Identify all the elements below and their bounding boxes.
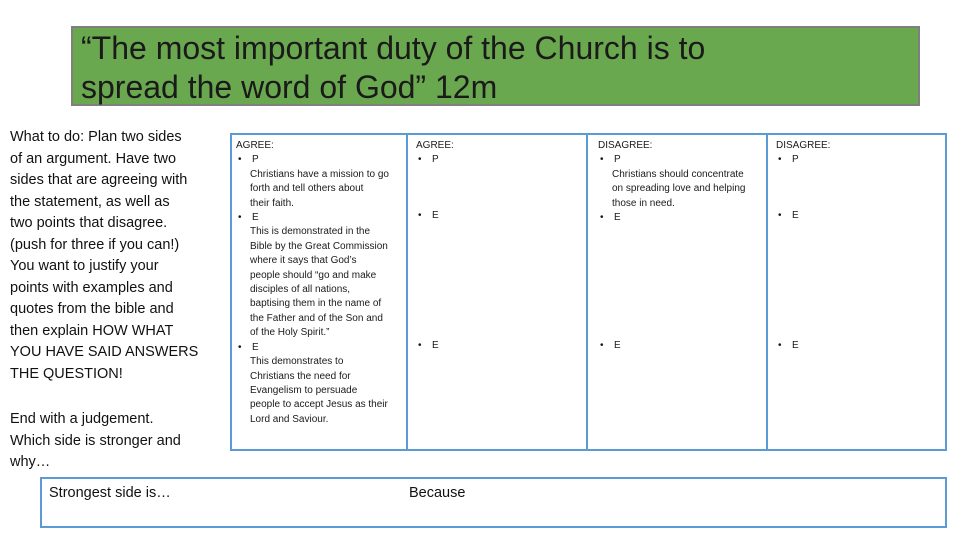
point-row [598,153,760,167]
instruction-line: then explain HOW WHAT [10,322,174,339]
evidence-row [776,209,799,223]
instruction-line: of an argument. Have two [10,150,177,167]
explain-row [776,339,799,353]
point-label: P [432,154,439,166]
peel-table [230,133,947,451]
instructions-panel [10,127,220,474]
instruction-line: the statement, as well as [10,193,170,210]
because-label: Because [409,485,466,501]
explain-text: Lord and Saviour. [250,413,329,425]
explain-label: E [252,341,259,353]
bullet-icon: • [778,210,782,221]
bullet-icon: • [238,154,242,166]
explain-row [236,341,402,355]
column-header: DISAGREE: [776,140,831,151]
point-text: Christians should concentrate [612,168,744,180]
evidence-text: of the Holy Spirit.” [250,327,330,339]
bullet-icon: • [600,340,604,351]
explain-label: E [432,340,439,351]
point-label: P [614,154,621,166]
explain-text: This demonstrates to [250,356,344,368]
explain-text: people to accept Jesus as their [250,399,388,411]
agree-column-2[interactable] [408,135,588,449]
explain-text: Evangelism to persuade [250,384,358,396]
column-header: DISAGREE: [598,140,653,151]
point-row [776,153,939,167]
column-header: AGREE: [236,140,274,151]
bullet-icon: • [778,154,782,166]
explain-label: E [614,340,621,351]
point-text: forth and tell others about [250,183,364,195]
point-text: Christians have a mission to go [250,168,389,180]
instruction-line: (push for three if you can!) [10,236,180,253]
instruction-line: sides that are agreeing with [10,172,188,188]
agree-column-1[interactable] [232,135,408,449]
instruction-line: What to do: Plan two sides [10,129,182,145]
judgement-line: End with a judgement. [10,411,154,427]
explain-label: E [792,340,799,351]
instruction-line: YOU HAVE SAID ANSWERS [10,344,199,360]
evidence-label: E [252,212,259,224]
explain-row [598,339,621,353]
evidence-text: where it says that God’s [250,255,357,267]
evidence-text: the Father and of the Son and [250,312,383,324]
title-line-2: spread the word of God” 12m [81,69,498,105]
bullet-icon: • [418,154,422,166]
evidence-label: E [792,210,799,221]
evidence-text: disciples of all nations, [250,284,351,296]
evidence-row [416,209,439,223]
bullet-icon: • [418,340,422,351]
bullet-icon: • [600,212,604,224]
point-text: those in need. [612,197,675,209]
evidence-row [598,211,760,225]
bullet-icon: • [600,154,604,166]
evidence-text: baptising them in the name of [250,298,382,310]
judgement-box[interactable] [40,477,947,528]
disagree-column-2[interactable] [768,135,945,449]
evidence-label: E [614,212,621,224]
bullet-icon: • [238,341,242,353]
judgement-line: why… [10,454,51,470]
point-row [236,153,402,167]
point-text: their faith. [250,197,294,209]
point-label: P [252,154,259,166]
evidence-row [236,211,402,225]
strongest-side-label: Strongest side is… [49,485,171,501]
instruction-line: You want to justify your [10,258,159,274]
point-row [416,153,580,167]
title-banner [71,26,920,106]
evidence-text: people should “go and make [250,269,377,281]
instruction-line: THE QUESTION! [10,365,123,382]
explain-text: Christians the need for [250,370,351,382]
evidence-label: E [432,210,439,221]
judgement-line: Which side is stronger and [10,432,181,449]
bullet-icon: • [238,212,242,224]
evidence-text: This is demonstrated in the [250,226,371,238]
instruction-line: points with examples and [10,279,173,296]
bullet-icon: • [778,340,782,351]
point-text: on spreading love and helping [612,183,746,195]
point-label: P [792,154,799,166]
column-header: AGREE: [416,140,454,151]
title-line-1: “The most important duty of the Church is to [81,30,706,66]
disagree-column-1[interactable] [588,135,768,449]
instruction-line: two points that disagree. [10,215,168,231]
evidence-text: Bible by the Great Commission [250,240,388,252]
explain-row [416,339,439,353]
instruction-line: quotes from the bible and [10,301,174,317]
bullet-icon: • [418,210,422,221]
